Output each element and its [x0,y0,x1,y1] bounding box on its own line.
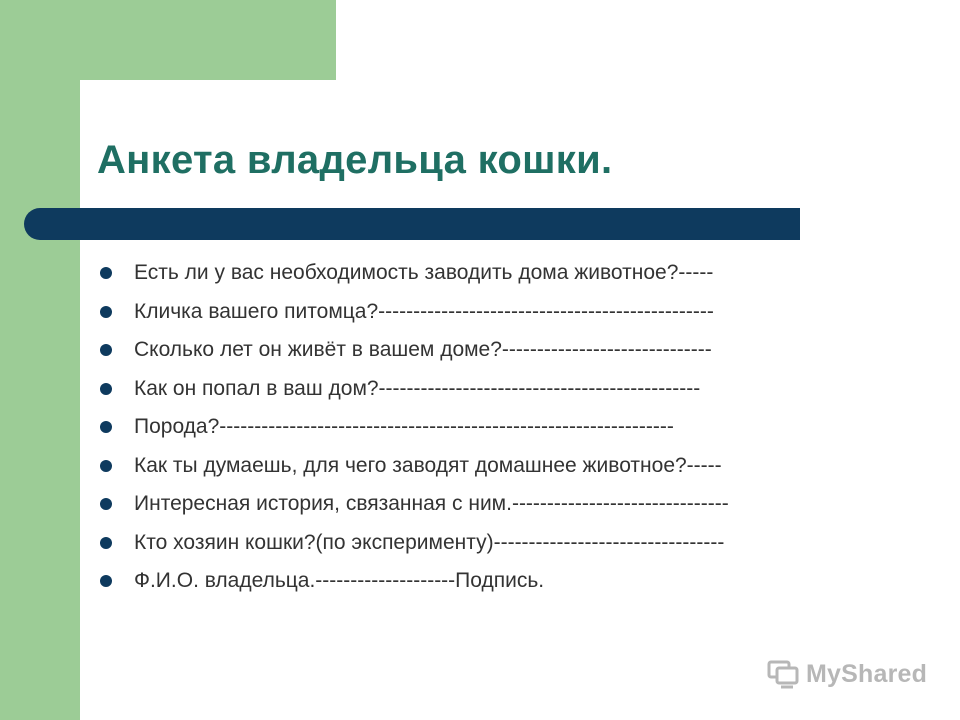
list-item [100,488,729,527]
myshared-watermark [766,654,927,694]
watermark-text: MyShared [806,659,928,688]
bullet-dot-icon [100,537,112,549]
bullet-dot-icon [100,267,112,279]
bullet-dot-icon [100,344,112,356]
list-item-text: Есть ли у вас необходимость заводить дома животное?----- [134,261,714,284]
slide-title: Анкета владельца кошки. [97,138,613,182]
list-item-text: Сколько лет он живёт в вашем доме?------------------------------ [134,338,712,361]
list-item [100,373,729,412]
list-item [100,411,729,450]
top-green-band [0,0,336,80]
list-item-text: Порода?----------------------------------------------------------------- [134,415,674,438]
list-item [100,527,729,566]
list-item-text: Кто хозяин кошки?(по эксперименту)--------------------------------- [134,530,725,554]
bullet-dot-icon [100,498,112,510]
bullet-dot-icon [100,306,112,318]
list-item-text: Кличка вашего питомца?------------------------------------------------ [134,299,714,323]
list-item [100,296,729,335]
list-item [100,334,729,373]
question-list [100,257,729,604]
list-item [100,565,729,604]
left-green-band [0,0,80,720]
list-item-text: Как ты думаешь, для чего заводят домашнее животное?----- [134,453,722,477]
list-item-text: Как он попал в ваш дом?---------------------------------------------- [134,376,701,400]
bullet-dot-icon [100,383,112,395]
myshared-logo-icon [766,659,800,689]
list-item [100,450,729,489]
bullet-dot-icon [100,421,112,433]
bullet-dot-icon [100,460,112,472]
list-item-text: Ф.И.О. владельца.--------------------Подпись. [134,569,545,592]
bullet-dot-icon [100,575,112,587]
list-item-text: Интересная история, связанная с ним.------------------------------- [134,492,729,515]
title-underline-bar [24,208,800,240]
list-item [100,257,729,296]
